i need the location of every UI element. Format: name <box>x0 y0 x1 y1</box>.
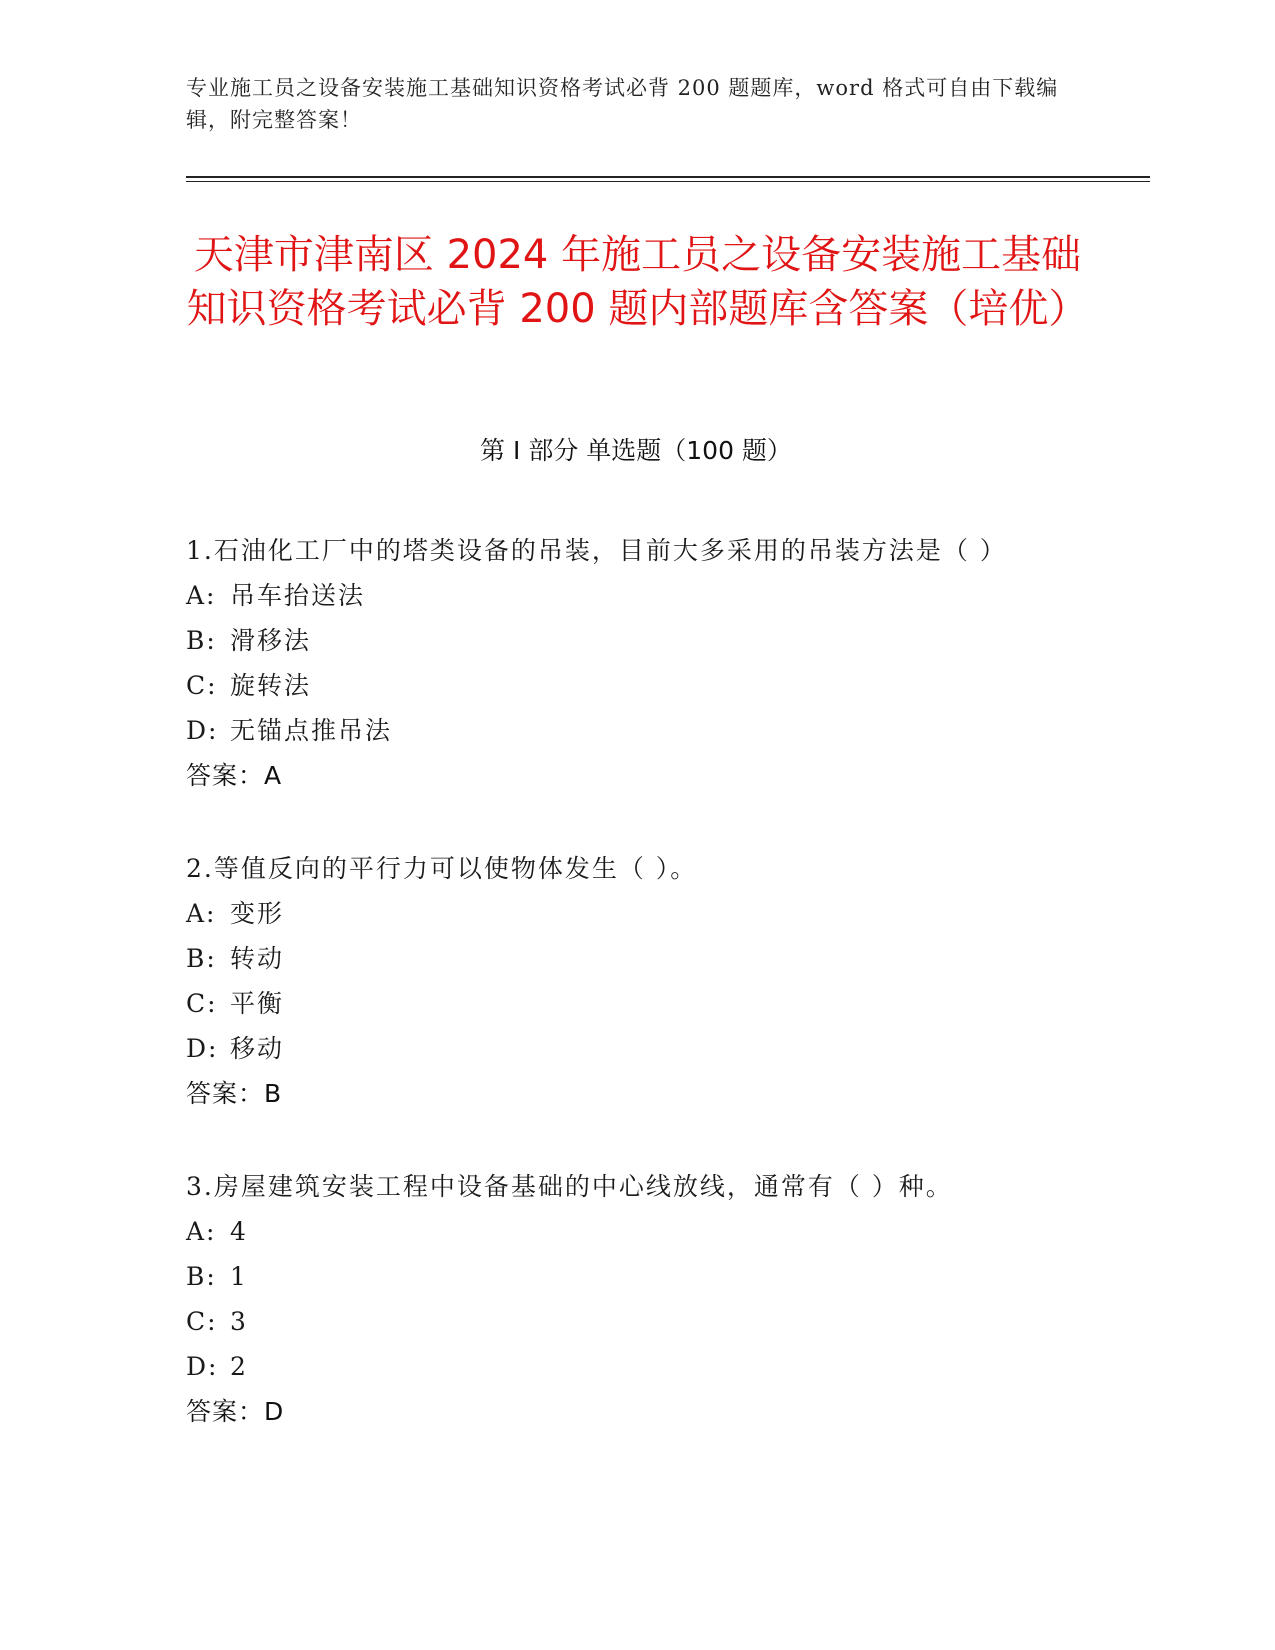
question-stem: 1.石油化工厂中的塔类设备的吊装，目前大多采用的吊装方法是（ ） <box>186 536 1007 565</box>
option-text: 2 <box>230 1352 248 1381</box>
option-label: A: <box>186 581 217 610</box>
option-c <box>186 981 1146 1026</box>
option-text: 滑移法 <box>230 626 312 655</box>
option-label: B: <box>186 626 217 655</box>
option-text: 旋转法 <box>230 671 312 700</box>
option-a <box>186 573 1146 618</box>
question-3 <box>186 1164 1146 1482</box>
option-label: A: <box>186 899 217 928</box>
header-divider-thin <box>186 181 1150 182</box>
option-label: C: <box>186 1307 218 1336</box>
header-note: 专业施工员之设备安装施工基础知识资格考试必背 200 题题库，word 格式可自由下载编辑，附完整答案！ <box>186 76 1059 132</box>
option-label: D: <box>186 1034 219 1063</box>
document-title: 天津市津南区 2024 年施工员之设备安装施工基础知识资格考试必背 200 题内部题库含答案（培优） <box>186 232 1089 332</box>
question-list <box>186 528 1146 1482</box>
option-text: 变形 <box>230 899 285 928</box>
option-b <box>186 1254 1146 1299</box>
answer-line: 答案：D <box>186 1397 285 1426</box>
option-b <box>186 618 1146 663</box>
answer-line: 答案：A <box>186 761 283 790</box>
option-label: A: <box>186 1217 217 1246</box>
answer-line: 答案：B <box>186 1079 283 1108</box>
section-title: 第 I 部分 单选题（100 题） <box>480 436 792 465</box>
option-text: 转动 <box>230 944 285 973</box>
option-a <box>186 891 1146 936</box>
header-divider-thick <box>186 176 1150 178</box>
question-1 <box>186 528 1146 846</box>
question-2 <box>186 846 1146 1164</box>
option-label: C: <box>186 671 218 700</box>
option-c <box>186 663 1146 708</box>
option-label: B: <box>186 944 217 973</box>
option-text: 无锚点推吊法 <box>230 716 393 745</box>
question-stem: 3.房屋建筑安装工程中设备基础的中心线放线，通常有（ ）种。 <box>186 1172 953 1201</box>
option-text: 吊车抬送法 <box>230 581 366 610</box>
option-c <box>186 1299 1146 1344</box>
question-stem: 2.等值反向的平行力可以使物体发生（ ）。 <box>186 854 698 883</box>
option-a <box>186 1209 1146 1254</box>
option-d <box>186 1344 1146 1389</box>
option-label: B: <box>186 1262 217 1291</box>
option-label: D: <box>186 1352 219 1381</box>
option-text: 移动 <box>230 1034 285 1063</box>
option-text: 4 <box>230 1217 248 1246</box>
option-text: 1 <box>230 1262 248 1291</box>
option-text: 3 <box>230 1307 248 1336</box>
option-d <box>186 1026 1146 1071</box>
option-d <box>186 708 1146 753</box>
option-text: 平衡 <box>230 989 285 1018</box>
option-label: D: <box>186 716 219 745</box>
option-label: C: <box>186 989 218 1018</box>
option-b <box>186 936 1146 981</box>
